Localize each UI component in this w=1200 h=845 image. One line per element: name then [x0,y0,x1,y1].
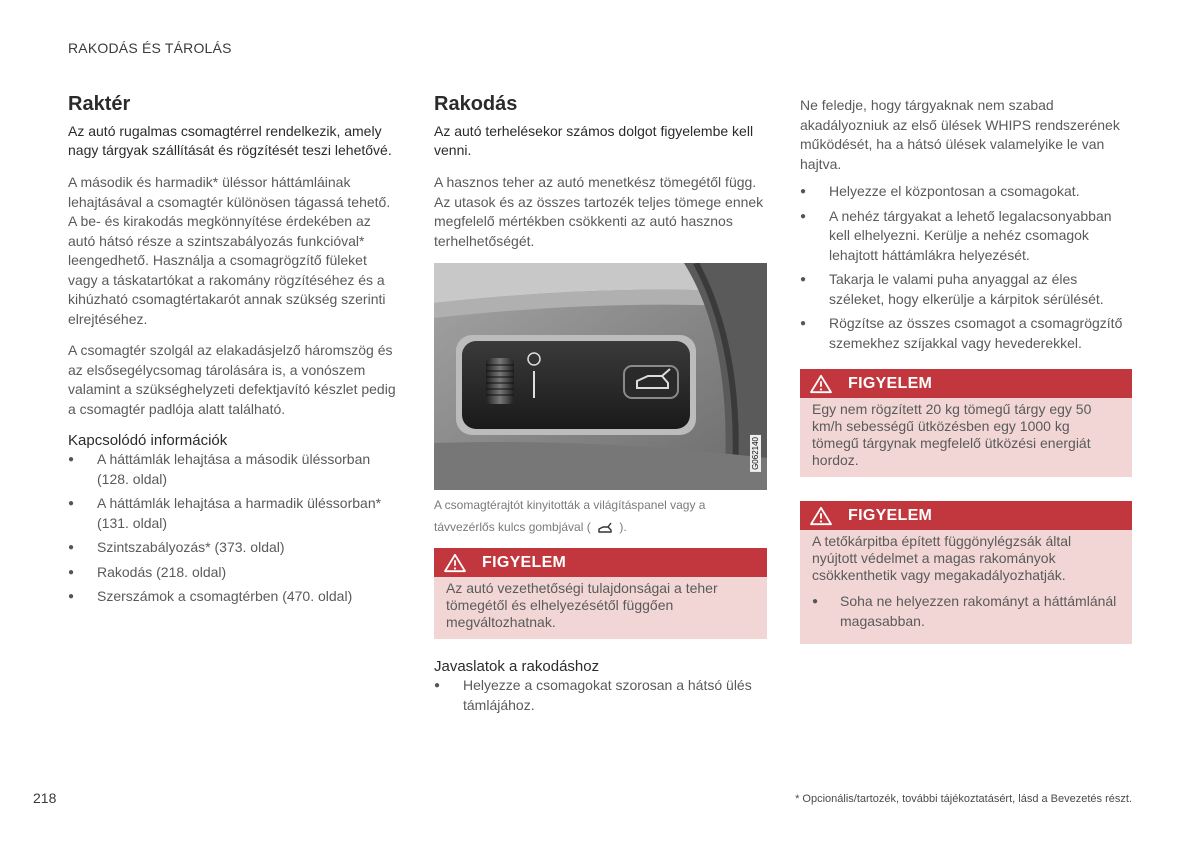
loading-rule: ● Rögzítse az összes csomagot a csomagrögzítő szemekhez szíjakkal vagy hevederekkel. [800,314,1132,353]
loading-tip: ● Helyezze a csomagokat szorosan a hátsó ülés támlájához. [434,676,767,715]
caption-text: A csomagtérajtót kinyitották a világításpanel vagy a távvezérlős kulcs gombjával ( [434,498,706,534]
rakodás-paragraph-1: A hasznos teher az autó menetkész tömegétől függ. Az utasok és az összes tartozék teljes tömege ennek megfelelő mértékben csökkenti az autó hasznos terhelhetőségét. [434,174,764,249]
raktér-paragraph-1: A második és harmadik* üléssor háttámláinak lehajtásával a csomagtér különösen tágassá tehető. A be- és kirakodás megkönnyítése érdekében az autó hátsó része a szintszabályozás funkcióval* leengedhető. Használja a csomagrögzítő füleket vagy a táskatartókat a rakomány rögzítéséhez és a kihúzható csomagtértakarót annak szükség szerinti elrejtéséhez. [68,174,391,327]
loading-rule: ● A nehéz tárgyakat a lehető legalacsonyabban kell elhelyezni. Kerülje a nehéz csomagok lehajtott háttámlákra helyezését. [800,207,1132,266]
warning-bullet-list [812,592,1118,631]
loading-rules-list [800,182,1132,353]
tailgate-switch-illustration [434,263,767,490]
loading-tips-title: Javaslatok a rakodáshoz [434,658,600,675]
warning-label: FIGYELEM [848,506,933,524]
image-code: G062140 [751,437,760,470]
related-link[interactable]: ● Rakodás (218. oldal) [68,563,398,583]
rakodás-title: Rakodás [434,93,518,115]
warning-label: FIGYELEM [848,374,933,392]
loading-tips-list [434,676,767,715]
whips-paragraph: Ne feledje, hogy tárgyaknak nem szabad akadályozniuk az első ülések WHIPS rendszerének működését, ha a hátsó ülések valamelyike le van hajtva. [800,97,1120,172]
tailgate-remote-icon [597,520,613,536]
raktér-title: Raktér [68,93,131,115]
warning-header [800,501,1132,530]
warning-text: Az autó vezethetőségi tulajdonságai a teher tömegétől és elhelyezésétől függően megváltozhatnak. [446,580,718,630]
loading-rule: ● Takarja le valami puha anyaggal az éles széleket, hogy elkerülje a kárpitok sérülését. [800,270,1132,309]
section-header: RAKODÁS ÉS TÁROLÁS [68,40,232,56]
related-link[interactable]: ● Szerszámok a csomagtérben (470. oldal) [68,587,398,607]
footnote: * Opcionális/tartozék, további tájékoztatásért, lásd a Bevezetés részt. [795,793,1132,805]
column-rakodás-continued [800,96,1132,644]
warning-header [434,548,767,577]
page-number: 218 [33,790,57,806]
warning-bullet: ● Soha ne helyezzen rakományt a háttámlánál magasabban. [812,592,1118,631]
loading-rule: ● Helyezze el központosan a csomagokat. [800,182,1132,202]
warning-box-unsecured-load [800,369,1132,477]
warning-box-vehicle-handling [434,548,767,639]
warning-content [800,530,1132,644]
tailgate-switch-photo [434,263,767,490]
raktér-lead: Az autó rugalmas csomagtérrel rendelkezik, amely nagy tárgyak szállítását és rögzítését teszi lehetővé. [68,123,392,158]
rakodás-lead: Az autó terhelésekor számos dolgot figyelembe kell venni. [434,123,754,158]
warning-box-curtain-airbag [800,501,1132,644]
warning-label: FIGYELEM [482,553,567,571]
warning-text: Egy nem rögzített 20 kg tömegű tárgy egy 50 km/h sebességű ütközésben egy 1000 kg tömegű tárgynak megfelelő ütközési energiát hordoz. [812,401,1092,468]
related-link[interactable]: ● A háttámlák lehajtása a második üléssorban (128. oldal) [68,450,398,489]
column-raktér [68,92,398,612]
related-link[interactable]: ● A háttámlák lehajtása a harmadik üléssorban* (131. oldal) [68,494,398,533]
warning-text: A tetőkárpitba épített függönylégzsák által nyújtott védelmet a magas rakományok csökkenthetik vagy megakadályozhatják. [812,533,1072,583]
caption-end: ). [619,520,627,534]
warning-triangle-icon [442,553,468,573]
related-info-list [68,450,398,607]
related-info-title: Kapcsolódó információk [68,432,228,449]
raktér-paragraph-2: A csomagtér szolgál az elakadásjelző háromszög és az elsősegélycsomag tárolására is, a vonószem valamint a szükséghelyzeti defektjavító készlet pedig a csomagtér padlója alatt található. [68,342,396,417]
related-link[interactable]: ● Szintszabályozás* (373. oldal) [68,538,398,558]
warning-triangle-icon [808,374,834,394]
photo-caption [434,494,767,538]
column-rakodás [434,92,767,720]
warning-header [800,369,1132,398]
warning-triangle-icon [808,506,834,526]
